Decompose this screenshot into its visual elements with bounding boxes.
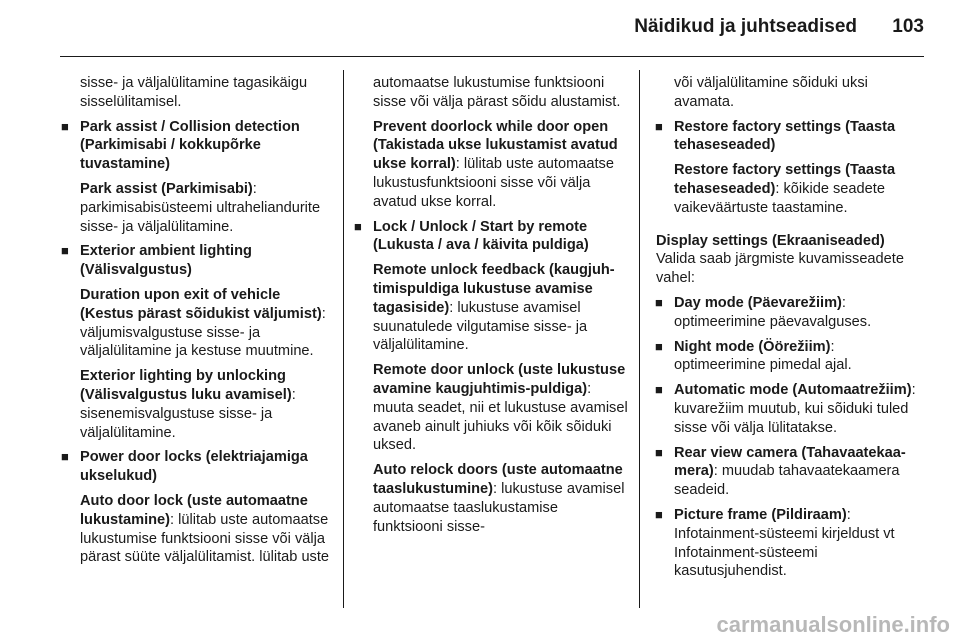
list-item xyxy=(655,506,924,581)
sub-label: Night mode (Öörežiim) xyxy=(674,338,831,355)
sub-item xyxy=(674,161,924,217)
list-item xyxy=(354,218,631,537)
sub-text: : lukustuse avamisel suunatulede vilgutamise sisse- ja väljalülitamine. xyxy=(373,299,588,354)
sub-item xyxy=(373,461,631,536)
sub-text: : kõikide seadete vaikeväärtuste taastamine. xyxy=(674,180,885,216)
sub-label: Prevent doorlock while door open (Takistada ukse lukustamist avatud ukse korral) xyxy=(373,118,618,173)
sub-label: Duration upon exit of vehicle (Kestus pärast sõidukist väljumist) xyxy=(80,286,322,322)
sub-item xyxy=(674,444,924,500)
col3-intro: või väljalülitamine sõiduki uksi avamata. xyxy=(674,75,868,110)
sub-item xyxy=(80,286,335,361)
sub-item xyxy=(674,381,924,437)
bullet-square-icon: ■ xyxy=(61,118,69,134)
sub-item xyxy=(674,338,924,376)
bullet-square-icon: ■ xyxy=(61,449,69,465)
sub-item xyxy=(373,361,631,455)
sub-text: : optimeerimine pimedal ajal. xyxy=(674,338,852,374)
sub-item xyxy=(80,492,335,567)
list-item xyxy=(655,381,924,437)
sub-text: : sisenemisvalgustuse sisse- ja väljalülitamine. xyxy=(80,386,296,441)
bullet-square-icon: ■ xyxy=(655,506,663,522)
sub-label: Day mode (Päevarežiim) xyxy=(674,294,842,311)
sub-label: Restore factory settings (Taasta tehaseseaded) xyxy=(674,162,896,197)
header-rule xyxy=(60,56,924,57)
bullet-square-icon: ■ xyxy=(655,118,663,134)
sub-label: Auto relock doors (uste automaatne taaslukustumine) xyxy=(373,462,623,497)
page-title: Näidikud ja juhtseadised xyxy=(634,16,858,37)
sub-item xyxy=(674,294,924,332)
sub-label: Picture frame (Pildiraam) xyxy=(674,506,847,523)
bullet-square-icon: ■ xyxy=(354,218,362,234)
column-1 xyxy=(61,74,335,573)
sub-label: Automatic mode (Automaatrežiim) xyxy=(674,382,912,399)
bullet-square-icon: ■ xyxy=(61,243,69,259)
column-divider-2 xyxy=(639,70,640,608)
sub-label: Rear view camera (Tahavaatekaa-mera) xyxy=(674,444,906,480)
bullet-square-icon: ■ xyxy=(655,444,663,460)
item-heading: Power door locks (elektriajamiga ukselukud) xyxy=(80,449,308,485)
list-item xyxy=(655,294,924,332)
col2-intro: automaatse lukustumise funktsiooni sisse või välja pärast sõidu alustamist. xyxy=(373,75,621,110)
display-settings-section xyxy=(656,232,924,288)
display-settings-heading: Display settings (Ekraaniseaded) xyxy=(656,232,885,249)
col1-intro: sisse- ja väljalülitamine tagasikäigu sisselülitamisel. xyxy=(80,75,308,110)
column-2 xyxy=(354,74,631,542)
sub-text: : väljumisvalgustuse sisse- ja väljalülitamine ja kestuse muutmine. xyxy=(80,305,326,360)
sub-item xyxy=(373,118,631,212)
sub-label: Remote unlock feedback (kaugjuh-timispuldiga lukustuse avamise tagasiside) xyxy=(373,262,615,316)
display-settings-text: Valida saab järgmiste kuvamisseadete vahel: xyxy=(656,251,904,287)
sub-item xyxy=(674,506,924,581)
page-number: 103 xyxy=(892,16,924,37)
bullet-square-icon: ■ xyxy=(655,338,663,354)
column-divider-1 xyxy=(343,70,344,608)
sub-item xyxy=(80,367,335,442)
sub-item xyxy=(373,261,631,355)
item-heading: Park assist / Collision detection (Parkimisabi / kokkupõrke tuvastamine) xyxy=(80,118,300,173)
item-heading: Exterior ambient lighting (Välisvalgustus) xyxy=(80,243,252,279)
list-item xyxy=(61,242,335,442)
item-heading: Restore factory settings (Taasta tehaseseaded) xyxy=(674,118,896,154)
item-heading: Lock / Unlock / Start by remote (Lukusta / ava / käivita puldiga) xyxy=(373,218,589,254)
sub-text: : optimeerimine päevavalguses. xyxy=(674,294,872,330)
sub-label: Exterior lighting by unlocking (Välisvalgustus luku avamisel) xyxy=(80,368,292,403)
list-item xyxy=(61,448,335,567)
sub-text: : muuta seadet, nii et lukustuse avamisel avaneb ainult juhiuks või kõik sõiduki uksed. xyxy=(373,380,628,454)
list-item xyxy=(655,118,924,218)
list-item xyxy=(61,118,335,237)
sub-text: : Infotainment-süsteemi kirjeldust vt Infotainment-süsteemi kasutusjuhendist. xyxy=(674,506,895,580)
sub-text: : lülitab uste automaatse lukustusfunktsiooni sisse või välja avatud ukse korral. xyxy=(373,156,614,210)
sub-label: Auto door lock (uste automaatne lukustamine) xyxy=(80,492,308,528)
sub-text: : parkimisabisüsteemi ultraheliandurite sisse- ja väljalülitamine. xyxy=(80,180,321,235)
column-3 xyxy=(655,74,924,587)
sub-label: Park assist (Parkimisabi) xyxy=(80,180,253,197)
bullet-square-icon: ■ xyxy=(655,382,663,398)
sub-text: : muudab tahavaatekaamera seadeid. xyxy=(674,463,900,499)
list-item xyxy=(655,338,924,376)
sub-item xyxy=(80,180,335,236)
bullet-square-icon: ■ xyxy=(655,294,663,310)
sub-label: Remote door unlock (uste lukustuse avamine kaugjuhtimis-puldiga) xyxy=(373,362,626,397)
page-header xyxy=(0,16,924,46)
watermark: carmanualsonline.info xyxy=(716,612,950,637)
list-item xyxy=(655,444,924,500)
sub-text: : kuvarežiim muutub, kui sõiduki tuled sisse või välja lülitatakse. xyxy=(674,382,916,436)
sub-text: : lukustuse avamisel automaatse taaslukustamise funktsiooni sisse- xyxy=(373,480,625,535)
sub-text: : lülitab uste automaatse lukustumise funktsiooni sisse või välja pärast süüte väljalülitamist. lülitab uste xyxy=(80,511,330,566)
